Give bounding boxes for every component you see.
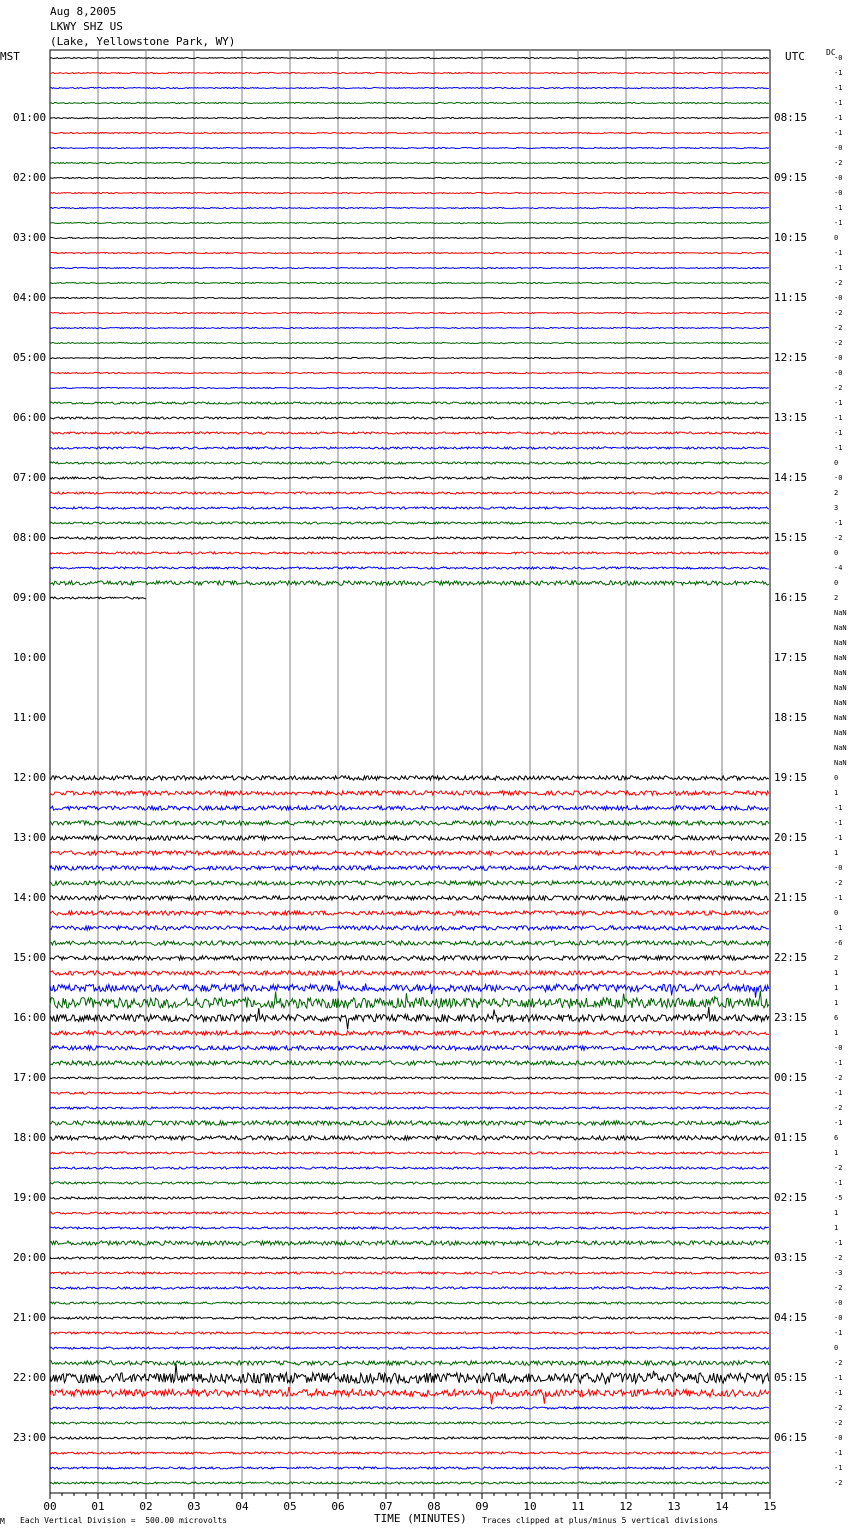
x-tick-label: 01: [91, 1500, 105, 1513]
dc-offset-label: 1: [834, 789, 839, 797]
dc-offset-label: NaN: [834, 609, 847, 617]
x-tick-label: 07: [379, 1500, 393, 1513]
x-tick-label: 10: [523, 1500, 537, 1513]
seismic-trace: [50, 1332, 769, 1334]
dc-offset-label: -0: [834, 354, 843, 362]
seismic-trace: [50, 102, 769, 103]
utc-hour-label: 15:15: [774, 531, 808, 544]
dc-offset-label: -1: [834, 804, 843, 812]
dc-offset-label: -0: [834, 1044, 843, 1052]
dc-offset-label: -1: [834, 204, 843, 212]
dc-offset-label: -1: [834, 1119, 843, 1127]
mst-hour-label: 05:00: [13, 351, 47, 364]
dc-offset-label: -1: [834, 264, 843, 272]
seismic-trace: [50, 192, 769, 193]
dc-offset-label: NaN: [834, 729, 847, 737]
dc-offset-label: -2: [834, 1164, 843, 1172]
dc-offset-label: NaN: [834, 744, 847, 752]
mst-hour-label: 19:00: [13, 1191, 47, 1204]
dc-offset-label: 1: [834, 1029, 839, 1037]
dc-offset-label: -2: [834, 1284, 843, 1292]
utc-hour-label: 02:15: [774, 1191, 808, 1204]
vertical-scale-note: Each Vertical Division = 500.00 microvolts: [20, 1516, 228, 1525]
dc-offset-label: -1: [834, 1464, 843, 1472]
dc-offset-label: -0: [834, 864, 843, 872]
utc-hour-label: 19:15: [774, 771, 808, 784]
seismic-trace: [50, 1061, 769, 1065]
dc-offset-label: -1: [834, 114, 843, 122]
dc-offset-label: -2: [834, 879, 843, 887]
dc-offset-label: 0: [834, 459, 839, 467]
utc-hour-label: 09:15: [774, 171, 808, 184]
x-tick-label: 12: [619, 1500, 633, 1513]
seismic-trace: [50, 881, 769, 885]
seismic-trace: [50, 1302, 769, 1304]
seismic-trace: [50, 237, 769, 238]
seismic-trace: [50, 177, 769, 178]
dc-offset-label: -1: [834, 1389, 843, 1397]
seismic-trace: [50, 1092, 769, 1094]
dc-offset-label: -1: [834, 834, 843, 842]
x-tick-label: 14: [715, 1500, 729, 1513]
seismic-trace: [50, 267, 769, 268]
seismic-trace: [50, 991, 769, 1008]
dc-offset-label: -1: [834, 99, 843, 107]
seismic-trace: [50, 821, 769, 825]
x-tick-label: 03: [187, 1500, 201, 1513]
dc-offset-label: 1: [834, 1224, 839, 1232]
seismic-trace: [50, 1241, 769, 1245]
seismic-trace: [50, 57, 769, 58]
seismic-trace: [50, 492, 769, 494]
seismic-trace: [50, 956, 769, 960]
dc-offset-label: -1: [834, 84, 843, 92]
seismic-trace: [50, 776, 769, 780]
dc-offset-label: -2: [834, 1254, 843, 1262]
utc-hour-label: 11:15: [774, 291, 808, 304]
seismic-trace: [50, 462, 769, 464]
x-tick-label: 09: [475, 1500, 489, 1513]
utc-hour-label: 00:15: [774, 1071, 808, 1084]
mst-hour-label: 10:00: [13, 651, 47, 664]
dc-offset-label: -1: [834, 1329, 843, 1337]
x-tick-label: 00: [43, 1500, 57, 1513]
seismic-trace: [50, 866, 769, 870]
utc-hour-label: 13:15: [774, 411, 808, 424]
dc-offset-label: 6: [834, 1134, 839, 1142]
seismic-trace: [50, 941, 769, 945]
seismic-trace: [50, 971, 769, 975]
dc-offset-label: -5: [834, 1194, 843, 1202]
seismic-trace: [50, 1452, 769, 1454]
seismic-trace: [50, 327, 769, 328]
seismic-trace: [50, 1347, 769, 1349]
seismic-trace: [50, 1152, 769, 1154]
mst-hour-label: 08:00: [13, 531, 47, 544]
station-code: LKWY SHZ US: [50, 20, 123, 33]
seismic-trace: [50, 1182, 769, 1184]
utc-hour-label: 12:15: [774, 351, 808, 364]
x-tick-label: 05: [283, 1500, 297, 1513]
utc-hour-label: 14:15: [774, 471, 808, 484]
seismic-trace: [50, 1136, 769, 1140]
dc-offset-label: 2: [834, 489, 839, 497]
seismic-trace: [50, 1257, 769, 1259]
clip-note: Traces clipped at plus/minus 5 vertical divisions: [482, 1516, 719, 1525]
seismic-trace: [50, 1031, 769, 1035]
x-tick-label: 04: [235, 1500, 249, 1513]
seismic-trace: [50, 1467, 769, 1469]
seismic-trace: [50, 1046, 769, 1050]
mst-hour-label: 22:00: [13, 1371, 47, 1384]
dc-offset-label: -0: [834, 1434, 843, 1442]
mst-hour-label: 07:00: [13, 471, 47, 484]
dc-offset-label: -2: [834, 309, 843, 317]
seismic-trace: [50, 282, 769, 283]
seismic-trace: [50, 1007, 769, 1029]
dc-offset-label: 1: [834, 999, 839, 1007]
seismic-trace: [50, 1227, 769, 1229]
mst-hour-label: 21:00: [13, 1311, 47, 1324]
dc-offset-label: 1: [834, 849, 839, 857]
dc-offset-label: -0: [834, 1299, 843, 1307]
seismic-trace: [50, 1077, 769, 1079]
seismic-trace: [50, 896, 769, 900]
dc-offset-label: -6: [834, 939, 843, 947]
mst-axis-label: MST: [0, 50, 20, 63]
dc-offset-label: -1: [834, 519, 843, 527]
seismic-trace: [50, 1121, 769, 1125]
seismic-trace: [50, 387, 769, 388]
utc-axis-label: UTC: [785, 50, 805, 63]
dc-offset-label: -0: [834, 144, 843, 152]
mst-hour-label: 06:00: [13, 411, 47, 424]
dc-offset-label: -4: [834, 564, 843, 572]
dc-offset-label: 2: [834, 954, 839, 962]
seismic-trace: [50, 552, 769, 554]
seismic-trace: [50, 162, 769, 163]
dc-offset-label: NaN: [834, 639, 847, 647]
mst-hour-label: 11:00: [13, 711, 47, 724]
dc-offset-label: 2: [834, 594, 839, 602]
utc-hour-label: 22:15: [774, 951, 808, 964]
dc-offset-label: -1: [834, 1374, 843, 1382]
dc-offset-label: NaN: [834, 669, 847, 677]
seismic-trace: [50, 312, 769, 313]
dc-offset-label: -0: [834, 1314, 843, 1322]
seismic-trace: [50, 911, 769, 915]
x-tick-label: 11: [571, 1500, 585, 1513]
station-location: (Lake, Yellowstone Park, WY): [50, 35, 236, 48]
mst-hour-label: 13:00: [13, 831, 47, 844]
seismic-trace: [50, 1167, 769, 1169]
seismic-trace: [50, 1387, 769, 1404]
seismic-trace: [50, 342, 769, 343]
mst-hour-label: 16:00: [13, 1011, 47, 1024]
dc-offset-label: 0: [834, 549, 839, 557]
dc-offset-label: NaN: [834, 699, 847, 707]
dc-offset-label: 3: [834, 504, 839, 512]
dc-offset-label: -1: [834, 1449, 843, 1457]
mst-hour-label: 14:00: [13, 891, 47, 904]
seismic-trace: [50, 1482, 769, 1484]
utc-hour-label: 23:15: [774, 1011, 808, 1024]
dc-offset-label: -2: [834, 384, 843, 392]
seismic-trace: [50, 1107, 769, 1109]
mst-hour-label: 01:00: [13, 111, 47, 124]
dc-offset-label: 6: [834, 1014, 839, 1022]
seismic-trace: [50, 432, 769, 434]
dc-offset-label: 1: [834, 1209, 839, 1217]
seismic-trace: [50, 1197, 769, 1199]
dc-offset-label: 0: [834, 234, 839, 242]
dc-offset-label: -1: [834, 399, 843, 407]
dc-offset-label: -1: [834, 819, 843, 827]
seismic-trace: [50, 372, 769, 373]
utc-hour-label: 06:15: [774, 1431, 808, 1444]
dc-column-label: DC: [826, 48, 836, 57]
seismic-trace: [50, 297, 769, 298]
seismic-trace: [50, 402, 769, 404]
seismic-trace: [50, 851, 769, 855]
seismic-trace: [50, 252, 769, 253]
seismic-trace: [50, 447, 769, 449]
seismic-trace: [50, 1317, 769, 1319]
dc-offset-label: -1: [834, 444, 843, 452]
utc-hour-label: 08:15: [774, 111, 808, 124]
dc-offset-label: -1: [834, 429, 843, 437]
seismic-trace: [50, 1437, 769, 1439]
dc-offset-label: -2: [834, 1359, 843, 1367]
seismic-trace: [50, 72, 769, 73]
seismic-trace: [50, 477, 769, 479]
dc-offset-label: -1: [834, 129, 843, 137]
mst-hour-label: 20:00: [13, 1251, 47, 1264]
dc-offset-label: 0: [834, 579, 839, 587]
seismic-trace: [50, 222, 769, 223]
mst-hour-label: 12:00: [13, 771, 47, 784]
dc-offset-label: -2: [834, 279, 843, 287]
mst-hour-label: 18:00: [13, 1131, 47, 1144]
dc-offset-label: -2: [834, 1479, 843, 1487]
dc-offset-label: NaN: [834, 759, 847, 767]
seismic-trace: [50, 567, 769, 569]
dc-offset-label: -2: [834, 534, 843, 542]
utc-hour-label: 04:15: [774, 1311, 808, 1324]
dc-offset-label: -2: [834, 1419, 843, 1427]
dc-offset-label: -2: [834, 1074, 843, 1082]
seismic-trace: [50, 836, 769, 840]
mst-hour-label: 02:00: [13, 171, 47, 184]
seismic-trace: [50, 1407, 769, 1409]
dc-offset-label: -0: [834, 54, 843, 62]
dc-offset-label: -1: [834, 1179, 843, 1187]
mst-hour-label: 23:00: [13, 1431, 47, 1444]
seismic-trace: [50, 1212, 769, 1214]
mst-hour-label: 15:00: [13, 951, 47, 964]
utc-hour-label: 03:15: [774, 1251, 808, 1264]
dc-offset-label: NaN: [834, 624, 847, 632]
utc-hour-label: 05:15: [774, 1371, 808, 1384]
x-tick-label: 13: [667, 1500, 681, 1513]
dc-offset-label: -2: [834, 324, 843, 332]
dc-offset-label: -2: [834, 339, 843, 347]
seismic-trace: [50, 1272, 769, 1274]
dc-offset-label: -2: [834, 1104, 843, 1112]
seismic-trace: [50, 1361, 769, 1365]
seismic-trace: [50, 357, 769, 358]
utc-hour-label: 17:15: [774, 651, 808, 664]
plot-frame: [50, 50, 770, 1493]
dc-offset-label: 1: [834, 984, 839, 992]
utc-hour-label: 10:15: [774, 231, 808, 244]
utc-hour-label: 21:15: [774, 891, 808, 904]
dc-offset-label: 1: [834, 1149, 839, 1157]
utc-hour-label: 16:15: [774, 591, 808, 604]
seismic-trace: [50, 1287, 769, 1289]
dc-offset-label: NaN: [834, 684, 847, 692]
seismic-trace: [50, 806, 769, 810]
dc-offset-label: -0: [834, 174, 843, 182]
dc-offset-label: -0: [834, 369, 843, 377]
dc-offset-label: 0: [834, 774, 839, 782]
seismic-trace: [50, 581, 769, 585]
dc-offset-label: -1: [834, 1239, 843, 1247]
dc-offset-label: -1: [834, 894, 843, 902]
seismic-trace: [50, 926, 769, 930]
seismic-trace: [50, 537, 769, 539]
seismic-trace: [50, 132, 769, 133]
seismic-trace: [50, 417, 769, 419]
seismic-trace: [50, 87, 769, 88]
dc-offset-label: 0: [834, 909, 839, 917]
dc-offset-label: 1: [834, 969, 839, 977]
utc-hour-label: 20:15: [774, 831, 808, 844]
dc-offset-label: 0: [834, 1344, 839, 1352]
seismic-trace: [50, 791, 769, 795]
dc-offset-label: -0: [834, 189, 843, 197]
dc-offset-label: -2: [834, 159, 843, 167]
dc-offset-label: NaN: [834, 714, 847, 722]
dc-offset-label: NaN: [834, 654, 847, 662]
dc-offset-label: -2: [834, 1404, 843, 1412]
seismic-trace: [50, 147, 769, 148]
dc-offset-label: -1: [834, 1089, 843, 1097]
x-tick-label: 02: [139, 1500, 153, 1513]
dc-offset-label: -1: [834, 414, 843, 422]
seismic-trace: [50, 117, 769, 118]
x-tick-label: 08: [427, 1500, 441, 1513]
seismic-trace: [50, 1422, 769, 1424]
dc-offset-label: -1: [834, 69, 843, 77]
dc-offset-label: -0: [834, 474, 843, 482]
mst-hour-label: 03:00: [13, 231, 47, 244]
seismic-trace: [50, 507, 769, 509]
dc-offset-label: -1: [834, 219, 843, 227]
mst-hour-label: 04:00: [13, 291, 47, 304]
x-axis-title: TIME (MINUTES): [374, 1512, 467, 1525]
utc-hour-label: 18:15: [774, 711, 808, 724]
plot-date: Aug 8,2005: [50, 5, 117, 18]
dc-offset-label: -1: [834, 249, 843, 257]
dc-offset-label: -3: [834, 1269, 843, 1277]
dc-offset-label: -1: [834, 924, 843, 932]
x-tick-label: 06: [331, 1500, 345, 1513]
utc-hour-label: 01:15: [774, 1131, 808, 1144]
x-tick-label: 15: [763, 1500, 777, 1513]
seismic-trace: [50, 522, 769, 524]
seismic-trace: [50, 207, 769, 208]
dc-offset-label: -1: [834, 1059, 843, 1067]
mst-hour-label: 17:00: [13, 1071, 47, 1084]
dc-offset-label: -0: [834, 294, 843, 302]
mst-hour-label: 09:00: [13, 591, 47, 604]
seismic-trace: [50, 981, 769, 998]
seismic-trace: [50, 1364, 769, 1385]
scale-mark: M: [0, 1517, 5, 1526]
